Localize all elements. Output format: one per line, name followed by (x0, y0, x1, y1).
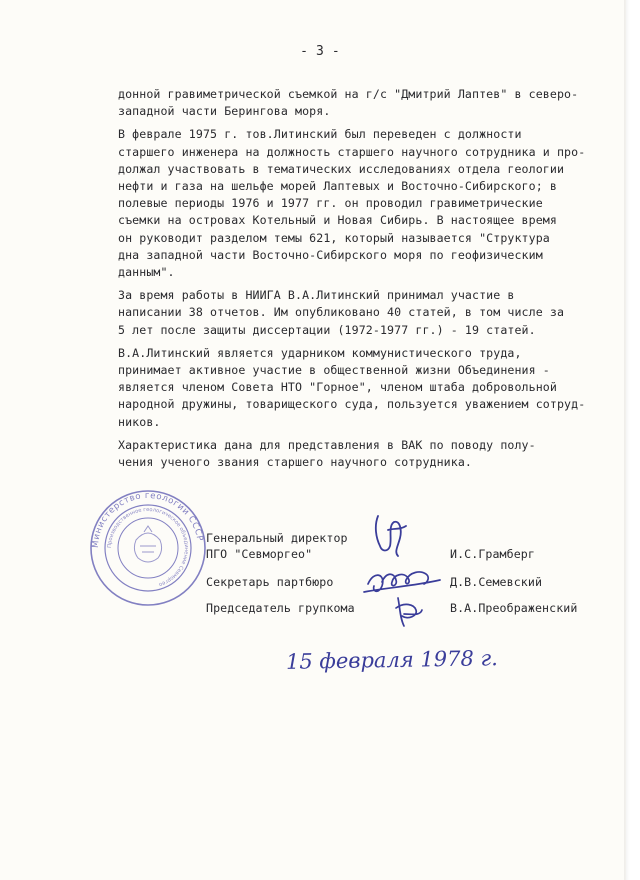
paragraph: За время работы в НИИГА В.А.Литинский принимал участие в написании 38 отчетов. Им опубликовано 40 статей, в том числе за 5 лет после защиты диссертации (1972-1977 гг.) - 19 статей. (118, 288, 565, 337)
svg-text:Производственное геологическое (107, 507, 189, 587)
signatory-title: Генеральный директор ПГО "Севморгео" (206, 531, 348, 561)
official-stamp (88, 488, 208, 608)
signatory-name: Д.В.Семевский (450, 575, 543, 589)
signatory-name: В.А.Преображенский (450, 601, 578, 615)
stamp-outer-text: Министерство геологии СССР (90, 490, 205, 549)
signatory-title: Секретарь партбюро (206, 575, 334, 589)
page-number: - 3 - (300, 44, 340, 59)
signature-director (358, 508, 418, 564)
handwritten-date: 15 февраля 1978 г. (285, 646, 499, 674)
paragraph: донной гравиметрической съемкой на г/с "Дмитрий Лаптев" в северо- западной части Берингова моря. (118, 87, 579, 119)
paragraph: Характеристика дана для представления в ВАК по поводу полу- чения ученого звания старшего научного сотрудника. (118, 437, 536, 470)
stamp-inner-text: Производственное геологическое объединение Севморгео (106, 506, 190, 588)
body-text (118, 86, 588, 477)
page-edge-shadow (624, 0, 630, 880)
signatory-title: Председатель групкома (206, 601, 355, 615)
paragraph: В.А.Литинский является ударником коммунистического труда, принимает активное участие в общественной жизни Объединения - является членом Совета НТО "Горное", членом штаба добровольной народной дружины, товарищеского суда, пользуется уважением сотруд- ников. (118, 345, 586, 429)
paragraph: В феврале 1975 г. тов.Литинский был переведен с должности старшего инженера на должность старшего научного сотрудника и про- должал участвовать в тематических исследованиях отдела геологии нефти и газа на шельфе морей Лаптевых и Восточно-Сибирского; в полевые периоды 1976 и 1977 гг. он проводил гравиметрические съемки на островах Котельный и Новая Сибирь. В настоящее время он руководит разделом темы 621, который называется "Структура дна западной части Восточно-Сибирского моря по геофизическим данным". (118, 127, 586, 280)
signatory-name: И.С.Грамберг (450, 547, 535, 561)
signature-chairman (390, 592, 430, 632)
